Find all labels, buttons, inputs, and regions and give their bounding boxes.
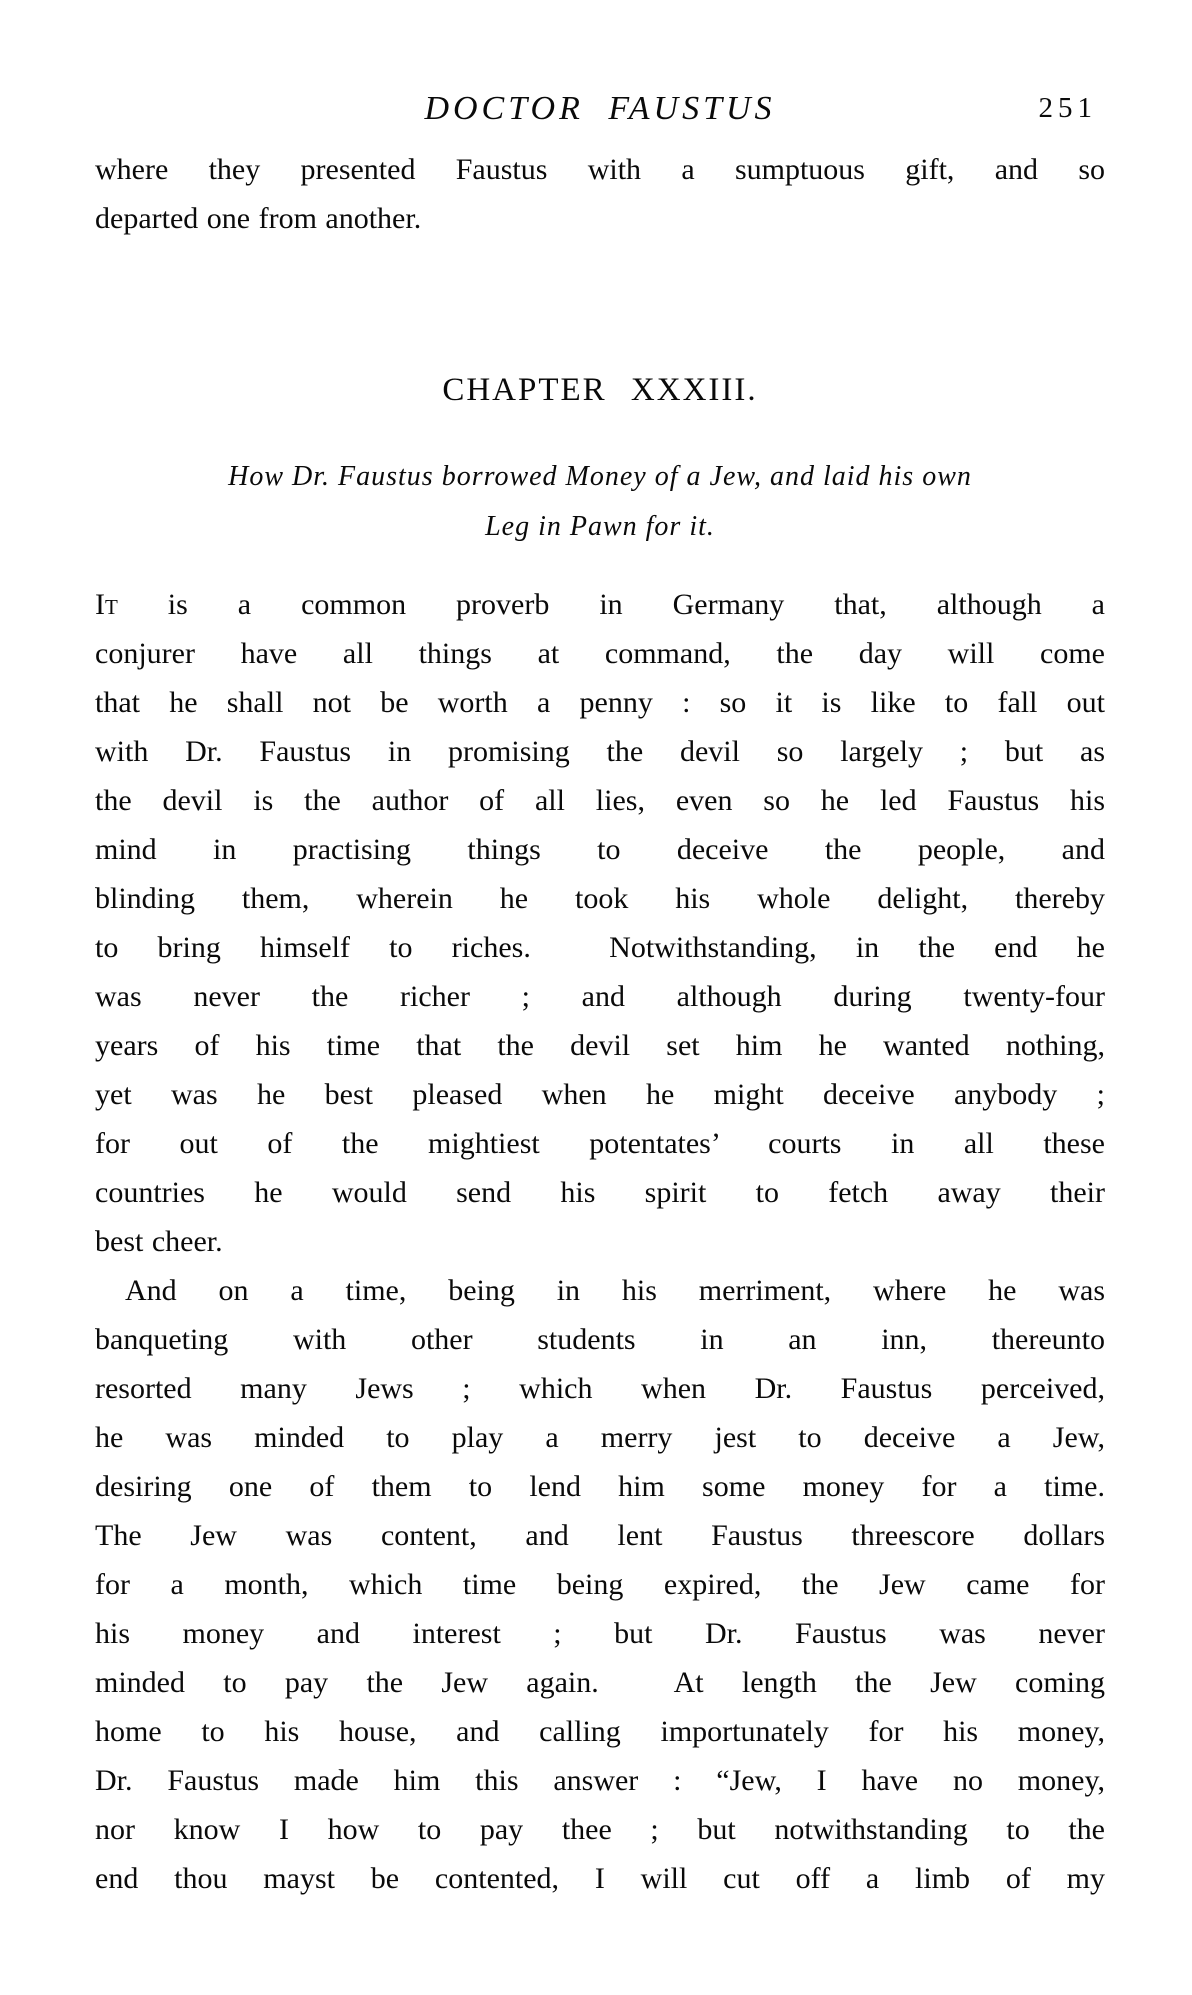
page-title: DOCTOR FAUSTUS xyxy=(424,90,776,127)
text-line: with Dr. Faustus in promising the devil so largely ; but as xyxy=(95,735,1105,768)
body-text xyxy=(95,580,1105,1903)
text-line: How Dr. Faustus borrowed Money of a Jew, and laid his own xyxy=(228,461,972,492)
text-line: blinding them, wherein he took his whole delight, thereby xyxy=(95,882,1105,915)
text-line: that he shall not be worth a penny : so it is like to fall out xyxy=(95,686,1105,719)
chapter-subtitle xyxy=(95,452,1105,552)
text-line: best cheer. xyxy=(95,1225,223,1258)
text-line: end thou mayst be contented, I will cut off a limb of my xyxy=(95,1862,1105,1895)
book-page xyxy=(95,0,1105,1903)
text-line: was never the richer ; and although during twenty-four xyxy=(95,980,1105,1013)
text-line: his money and interest ; but Dr. Faustus was never xyxy=(95,1617,1105,1650)
text-line: It is a common proverb in Germany that, although a xyxy=(95,588,1105,621)
continuation-paragraph xyxy=(95,145,1105,243)
text-line: Dr. Faustus made him this answer : “Jew, I have no money, xyxy=(95,1764,1105,1797)
text-line: for a month, which time being expired, the Jew came for xyxy=(95,1568,1105,1601)
text-line: nor know I how to pay thee ; but notwithstanding to the xyxy=(95,1813,1105,1846)
text-line: to bring himself to riches. Notwithstanding, in the end he xyxy=(95,931,1105,964)
text-line: the devil is the author of all lies, even so he led Faustus his xyxy=(95,784,1105,817)
text-line: minded to pay the Jew again. At length the Jew coming xyxy=(95,1666,1105,1699)
text-line: yet was he best pleased when he might deceive anybody ; xyxy=(95,1078,1105,1111)
text-line: for out of the mightiest potentates’ courts in all these xyxy=(95,1127,1105,1160)
text-line: conjurer have all things at command, the day will come xyxy=(95,637,1105,670)
text-line: desiring one of them to lend him some money for a time. xyxy=(95,1470,1105,1503)
chapter-heading: CHAPTER XXXIII. xyxy=(442,372,758,408)
text-line: And on a time, being in his merriment, where he was xyxy=(125,1274,1105,1307)
text-line: Leg in Pawn for it. xyxy=(485,511,715,542)
small-caps-lead-word: It xyxy=(95,588,118,621)
text-line: mind in practising things to deceive the people, and xyxy=(95,833,1105,866)
page-number: 251 xyxy=(1038,92,1097,124)
body-paragraph xyxy=(95,1266,1105,1903)
text-line: countries he would send his spirit to fetch away their xyxy=(95,1176,1105,1209)
text-line: banqueting with other students in an inn, thereunto xyxy=(95,1323,1105,1356)
body-paragraph xyxy=(95,580,1105,1266)
text-line: resorted many Jews ; which when Dr. Faustus perceived, xyxy=(95,1372,1105,1405)
text-line: years of his time that the devil set him he wanted nothing, xyxy=(95,1029,1105,1062)
text-line: he was minded to play a merry jest to deceive a Jew, xyxy=(95,1421,1105,1454)
text-line: where they presented Faustus with a sumptuous gift, and so xyxy=(95,153,1105,186)
text-line: departed one from another. xyxy=(95,202,422,235)
text-line: The Jew was content, and lent Faustus threescore dollars xyxy=(95,1519,1105,1552)
text-line: home to his house, and calling importunately for his money, xyxy=(95,1715,1105,1748)
running-header xyxy=(95,0,1105,130)
